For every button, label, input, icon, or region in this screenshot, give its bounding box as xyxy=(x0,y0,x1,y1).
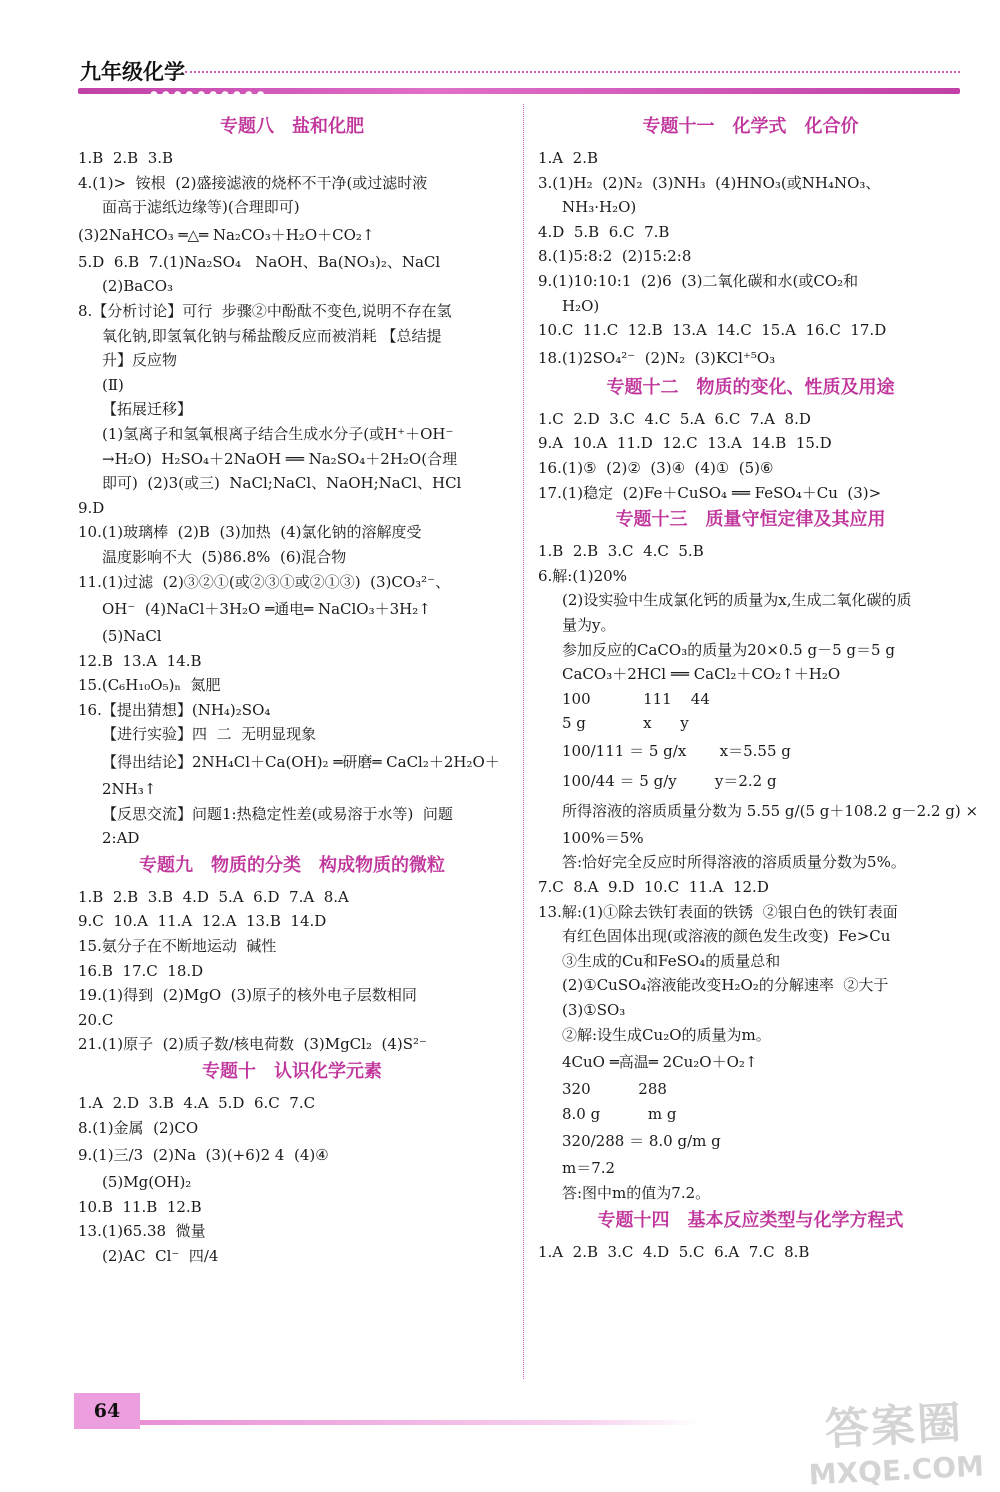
answer-line: 温度影响不大 (5)86.8% (6)混合物 xyxy=(102,547,347,566)
answer-line: (3)2NaHCO₃ ═△═ Na₂CO₃＋H₂O＋CO₂↑ xyxy=(78,225,375,244)
header-dotted-rule xyxy=(185,71,960,73)
section-title: 专题九 物质的分类 构成物质的微粒 xyxy=(139,854,445,876)
answer-line: 1.A 2.B xyxy=(538,149,599,167)
answer-line: 11.(1)过滤 (2)③②①(或②③①或②①③) (3)CO₃²⁻、 xyxy=(78,572,451,591)
answer-line: 100/44 ＝ 5 g/y y＝2.2 g xyxy=(562,771,777,790)
watermark-sub: MXQE.COM xyxy=(807,1449,985,1492)
answer-line: 【拓展迁移】 xyxy=(102,400,193,419)
answer-line: 15.氨分子在不断地运动 碱性 xyxy=(78,937,277,956)
answer-line: 8.0 g m g xyxy=(562,1104,677,1123)
answer-line: 9.(1)10:10:1 (2)6 (3)二氧化碳和水(或CO₂和 xyxy=(538,271,859,290)
answer-line: 1.B 2.B 3.C 4.C 5.B xyxy=(538,542,704,561)
answer-line: 100%＝5% xyxy=(562,828,644,847)
answer-line: 8.【分析讨论】可行 步骤②中酚酞不变色,说明不存在氢 xyxy=(78,301,452,320)
answer-line: 所得溶液的溶质质量分数为 5.55 g/(5 g＋108.2 g－2.2 g) × xyxy=(562,801,979,820)
section-title: 专题十三 质量守恒定律及其应用 xyxy=(615,509,886,531)
answer-line: 5.D 6.B 7.(1)Na₂SO₄ NaOH、Ba(NO₃)₂、NaCl xyxy=(78,252,441,271)
answer-line: 320 288 xyxy=(562,1080,667,1099)
column-divider xyxy=(523,104,524,1379)
answer-line: 4.(1)> 铵根 (2)盛接滤液的烧杯不干净(或过滤时液 xyxy=(78,173,428,192)
answer-line: 100/111 ＝ 5 g/x x＝5.55 g xyxy=(562,741,791,760)
answer-line: 面高于滤纸边缘等)(合理即可) xyxy=(102,198,300,217)
answer-line: 8.(1)5:8:2 (2)15:2:8 xyxy=(538,247,692,266)
answer-line: m＝7.2 xyxy=(562,1159,616,1178)
answer-line: 18.(1)2SO₄²⁻ (2)N₂ (3)KCl⁺⁵O₃ xyxy=(538,348,776,367)
answer-line: (5)NaCl xyxy=(102,627,162,646)
section-title: 专题十 认识化学元素 xyxy=(202,1061,382,1082)
answer-line: 10.C 11.C 12.B 13.A 14.C 15.A 16.C 17.D xyxy=(538,321,887,340)
answer-line: (1)氢离子和氢氧根离子结合生成水分子(或H⁺＋OH⁻ xyxy=(102,424,454,443)
answer-line: 1.B 2.B 3.B xyxy=(78,149,174,167)
header-beads: ●●●●●●●●●● xyxy=(150,90,269,100)
answer-line: 16.【提出猜想】(NH₄)₂SO₄ xyxy=(78,700,271,719)
answer-line: 1.A 2.B 3.C 4.D 5.C 6.A 7.C 8.B xyxy=(538,1242,810,1261)
answer-line: 7.C 8.A 9.D 10.C 11.A 12.D xyxy=(538,878,769,897)
answer-line: 1.B 2.B 3.B 4.D 5.A 6.D 7.A 8.A xyxy=(78,887,349,906)
answer-line: 8.(1)金属 (2)CO xyxy=(78,1118,199,1137)
answer-line: 氧化钠,即氢氧化钠与稀盐酸反应而被消耗 【总结提 xyxy=(102,326,442,345)
left-column xyxy=(78,112,506,1269)
answer-line: 10.(1)玻璃棒 (2)B (3)加热 (4)氯化钠的溶解度受 xyxy=(78,523,422,542)
answer-line: 12.B 13.A 14.B xyxy=(78,651,202,670)
answer-line: 答:图中m的值为7.2。 xyxy=(562,1184,711,1202)
page-number: 64 xyxy=(74,1393,140,1429)
section-title: 专题八 盐和化肥 xyxy=(220,116,364,137)
answer-line: (2)BaCO₃ xyxy=(102,277,174,296)
answer-line: 2:AD xyxy=(102,829,140,848)
answer-line: NH₃·H₂O) xyxy=(562,198,637,217)
answer-line: 9.(1)三/3 (2)Na (3)(+6)2 4 (4)④ xyxy=(78,1146,329,1165)
answer-line: 参加反应的CaCO₃的质量为20×0.5 g－5 g＝5 g xyxy=(562,640,895,659)
answer-line: 答:恰好完全反应时所得溶液的溶质质量分数为5%。 xyxy=(562,853,906,872)
answer-line: 17.(1)稳定 (2)Fe＋CuSO₄ ══ FeSO₄＋Cu (3)> xyxy=(538,483,882,502)
answer-line: 即可) (2)3(或三) NaCl;NaCl、NaOH;NaCl、HCl xyxy=(102,474,462,493)
answer-line: (2)①CuSO₄溶液能改变H₂O₂的分解速率 ②大于 xyxy=(562,976,889,995)
answer-line: 【得出结论】2NH₄Cl＋Ca(OH)₂ ═研磨═ CaCl₂＋2H₂O＋ xyxy=(102,753,500,772)
answer-line: CaCO₃＋2HCl ══ CaCl₂＋CO₂↑＋H₂O xyxy=(562,665,841,684)
right-column xyxy=(538,112,979,1264)
answer-line: 15.(C₆H₁₀O₅)ₙ 氮肥 xyxy=(78,676,221,695)
footer-band xyxy=(140,1420,700,1425)
answer-line: 【反思交流】问题1:热稳定性差(或易溶于水等) 问题 xyxy=(102,804,453,823)
answer-line: 13.解:(1)①除去铁钉表面的铁锈 ②银白色的铁钉表面 xyxy=(538,902,898,921)
answer-line: 量为y。 xyxy=(562,615,616,634)
answer-line: 3.(1)H₂ (2)N₂ (3)NH₃ (4)HNO₃(或NH₄NO₃、 xyxy=(538,173,881,192)
answer-line: 6.解:(1)20% xyxy=(538,566,627,585)
section-title: 专题十一 化学式 化合价 xyxy=(642,116,859,137)
answer-line: ③生成的Cu和FeSO₄的质量总和 xyxy=(562,951,781,970)
answer-line: (2)AC Cl⁻ 四/4 xyxy=(102,1246,219,1265)
answer-line: 9.C 10.A 11.A 12.A 13.B 14.D xyxy=(78,912,327,931)
section-title: 专题十二 物质的变化、性质及用途 xyxy=(606,376,895,398)
section-title: 专题十四 基本反应类型与化学方程式 xyxy=(597,1209,904,1231)
answer-line: H₂O) xyxy=(562,296,600,315)
answer-line: 升】反应物 xyxy=(102,351,178,370)
answer-line: 10.B 11.B 12.B xyxy=(78,1197,202,1216)
answer-line: 19.(1)得到 (2)MgO (3)原子的核外电子层数相同 xyxy=(78,986,417,1005)
header-title: 九年级化学 xyxy=(80,60,185,84)
watermark-main: 答案圈 xyxy=(823,1397,964,1456)
answer-line: 16.(1)⑤ (2)② (3)④ (4)① (5)⑥ xyxy=(538,458,774,477)
answer-line: 4.D 5.B 6.C 7.B xyxy=(538,222,670,241)
answer-line: 【进行实验】四 二 无明显现象 xyxy=(102,725,317,744)
answer-line: 21.(1)原子 (2)质子数/核电荷数 (3)MgCl₂ (4)S²⁻ xyxy=(78,1035,427,1054)
answer-line: 100 111 44 xyxy=(562,689,710,708)
answer-line: 16.B 17.C 18.D xyxy=(78,961,204,980)
answer-line: (3)①SO₃ xyxy=(562,1001,626,1020)
answer-line: 4CuO ═高温═ 2Cu₂O＋O₂↑ xyxy=(562,1053,758,1072)
answer-line: 9.A 10.A 11.D 12.C 13.A 14.B 15.D xyxy=(538,434,832,453)
answer-line: →H₂O) H₂SO₄＋2NaOH ══ Na₂SO₄＋2H₂O(合理 xyxy=(102,449,458,468)
answer-line: 有红色固体出现(或溶液的颜色发生改变) Fe>Cu xyxy=(562,927,891,946)
answer-line: 1.C 2.D 3.C 4.C 5.A 6.C 7.A 8.D xyxy=(538,409,811,428)
answer-line: 20.C xyxy=(78,1010,114,1029)
answer-line: (5)Mg(OH)₂ xyxy=(102,1173,192,1192)
answer-line: OH⁻ (4)NaCl＋3H₂O ═通电═ NaClO₃＋3H₂↑ xyxy=(102,600,431,619)
answer-line: (2)设实验中生成氯化钙的质量为x,生成二氧化碳的质 xyxy=(562,591,912,610)
answer-line: 9.D xyxy=(78,498,105,517)
answer-line: 5 g x y xyxy=(562,714,689,733)
watermark xyxy=(804,1385,984,1491)
answer-line: 1.A 2.D 3.B 4.A 5.D 6.C 7.C xyxy=(78,1094,316,1112)
answer-line: (Ⅱ) xyxy=(102,375,124,394)
answer-line: 13.(1)65.38 微量 xyxy=(78,1222,206,1241)
answer-line: 2NH₃↑ xyxy=(102,780,157,799)
answer-line: 320/288 ＝ 8.0 g/m g xyxy=(562,1132,721,1151)
answer-line: ②解:设生成Cu₂O的质量为m。 xyxy=(562,1025,771,1044)
